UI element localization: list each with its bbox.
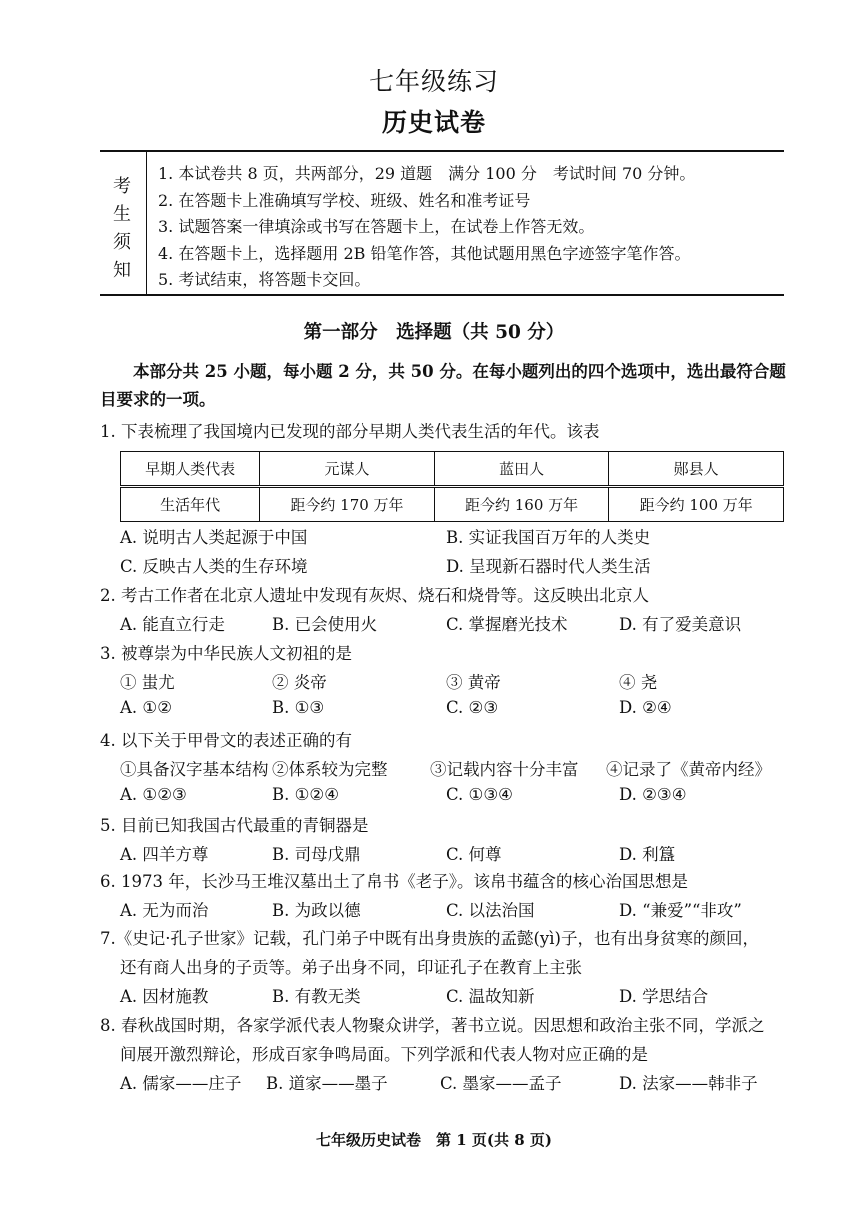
question-3-item: ③ 黄帝: [446, 673, 501, 692]
table-row: [121, 487, 784, 522]
question-4-option: D. ②③④: [619, 785, 687, 804]
table-row: [121, 452, 784, 487]
question-4-item: ①具备汉字基本结构: [120, 760, 269, 779]
question-4-item: ②体系较为完整: [272, 760, 388, 779]
question-3-option: A. ①②: [120, 698, 172, 717]
question-3-stem: 3. 被尊崇为中华民族人文初祖的是: [100, 644, 352, 663]
question-2-option: D. 有了爱美意识: [619, 615, 742, 634]
table-cell: 距今约 170 万年: [260, 487, 435, 522]
notice-item: 4. 在答题卡上，选择题用 2B 铅笔作答，其他试题用黑色字迹签字笔作答。: [158, 243, 691, 263]
table-cell: 早期人类代表: [121, 452, 260, 487]
question-1-option: C. 反映古人类的生存环境: [120, 557, 308, 576]
question-3-item: ② 炎帝: [272, 673, 327, 692]
question-5-option: A. 四羊方尊: [120, 845, 209, 864]
notice-items: [158, 161, 695, 294]
question-4-option: A. ①②③: [120, 785, 187, 804]
question-4-option: C. ①③④: [446, 785, 513, 804]
question-1-stem: 1. 下表梳理了我国境内已发现的部分早期人类代表生活的年代。该表: [100, 422, 600, 441]
notice-label-char: 考: [113, 176, 131, 197]
question-4-item: ③记载内容十分丰富: [430, 760, 579, 779]
question-2-stem: 2. 考古工作者在北京人遗址中发现有灰烬、烧石和烧骨等。这反映出北京人: [100, 586, 649, 605]
question-6-option: A. 无为而治: [120, 901, 209, 920]
question-4-stem: 4. 以下关于甲骨文的表述正确的有: [100, 731, 352, 750]
table-cell: 郧县人: [609, 452, 784, 487]
question-4-option: B. ①②④: [272, 785, 339, 804]
notice-label-char: 生: [113, 204, 131, 225]
question-8-stem: 8. 春秋战国时期，各家学派代表人物聚众讲学，著书立说。因思想和政治主张不同，学派之: [100, 1016, 765, 1035]
question-7-stem: 7.《史记·孔子世家》记载，孔门弟子中既有出身贵族的孟懿(yì)子，也有出身贫寒的颜回，: [100, 929, 759, 948]
question-8-stem-continued: 间展开激烈辩论，形成百家争鸣局面。下列学派和代表人物对应正确的是: [120, 1045, 648, 1064]
notice-item: 3. 试题答案一律填涂或书写在答题卡上，在试卷上作答无效。: [158, 217, 595, 236]
question-3-item: ④ 尧: [619, 673, 658, 692]
question-6-stem: 6. 1973 年，长沙马王堆汉墓出土了帛书《老子》。该帛书蕴含的核心治国思想是: [100, 872, 688, 891]
question-7-option: C. 温故知新: [446, 987, 535, 1006]
question-1-option: D. 呈现新石器时代人类生活: [446, 557, 651, 576]
question-7-option: A. 因材施教: [120, 987, 209, 1006]
section-title: 第一部分 选择题（共 50 分）: [303, 322, 565, 343]
question-3-item: ① 蚩尤: [120, 673, 175, 692]
question-1-option: A. 说明古人类起源于中国: [120, 528, 308, 547]
question-1-option: B. 实证我国百万年的人类史: [446, 528, 651, 547]
question-8-option: C. 墨家——孟子: [440, 1074, 562, 1093]
table-cell: 距今约 100 万年: [609, 487, 784, 522]
question-3-option: C. ②③: [446, 698, 499, 717]
page-title: 七年级练习: [368, 67, 499, 96]
exam-subject-title: 历史试卷: [381, 108, 486, 137]
question-5-stem: 5. 目前已知我国古代最重的青铜器是: [100, 816, 369, 835]
question-1-table: [120, 451, 784, 522]
notice-label-char: 知: [113, 260, 131, 281]
question-3-option: D. ②④: [619, 698, 672, 717]
question-2-option: C. 掌握磨光技术: [446, 615, 568, 634]
question-5-option: B. 司母戊鼎: [272, 845, 361, 864]
question-6-option: B. 为政以德: [272, 901, 361, 920]
notice-label: [100, 152, 147, 294]
table-cell: 距今约 160 万年: [434, 487, 609, 522]
notice-item: 5. 考试结束，将答题卡交回。: [158, 270, 371, 289]
table-cell: 元谋人: [260, 452, 435, 487]
question-2-option: A. 能直立行走: [120, 615, 225, 634]
question-5-option: C. 何尊: [446, 845, 502, 864]
question-8-option: A. 儒家——庄子: [120, 1074, 242, 1093]
question-3-option: B. ①③: [272, 698, 325, 717]
section-intro: 本部分共 25 小题，每小题 2 分，共 50 分。在每小题列出的四个选项中，选出最符合题目要求的一项。: [100, 362, 786, 409]
question-2-option: B. 已会使用火: [272, 615, 378, 634]
exam-notice-box: [100, 150, 784, 296]
notice-item: 1. 本试卷共 8 页，共两部分，29 道题 满分 100 分 考试时间 70 分钟。: [158, 164, 696, 183]
question-6-option: C. 以法治国: [446, 901, 535, 920]
question-7-stem-continued: 还有商人出身的子贡等。弟子出身不同，印证孔子在教育上主张: [120, 958, 582, 977]
question-7-option: D. 学思结合: [619, 987, 709, 1006]
question-4-item: ④记录了《黄帝内经》: [606, 760, 771, 779]
page-footer: 七年级历史试卷 第 1 页(共 8 页): [316, 1131, 552, 1149]
question-8-option: B. 道家——墨子: [266, 1074, 388, 1093]
question-6-option: D. “兼爱”“非攻”: [619, 901, 742, 920]
question-8-option: D. 法家——韩非子: [619, 1074, 758, 1093]
notice-item: 2. 在答题卡上准确填写学校、班级、姓名和准考证号: [158, 190, 531, 210]
table-cell: 蓝田人: [434, 452, 609, 487]
table-cell: 生活年代: [121, 487, 260, 522]
notice-label-char: 须: [113, 232, 131, 253]
question-5-option: D. 利簋: [619, 845, 676, 864]
question-7-option: B. 有教无类: [272, 987, 361, 1006]
